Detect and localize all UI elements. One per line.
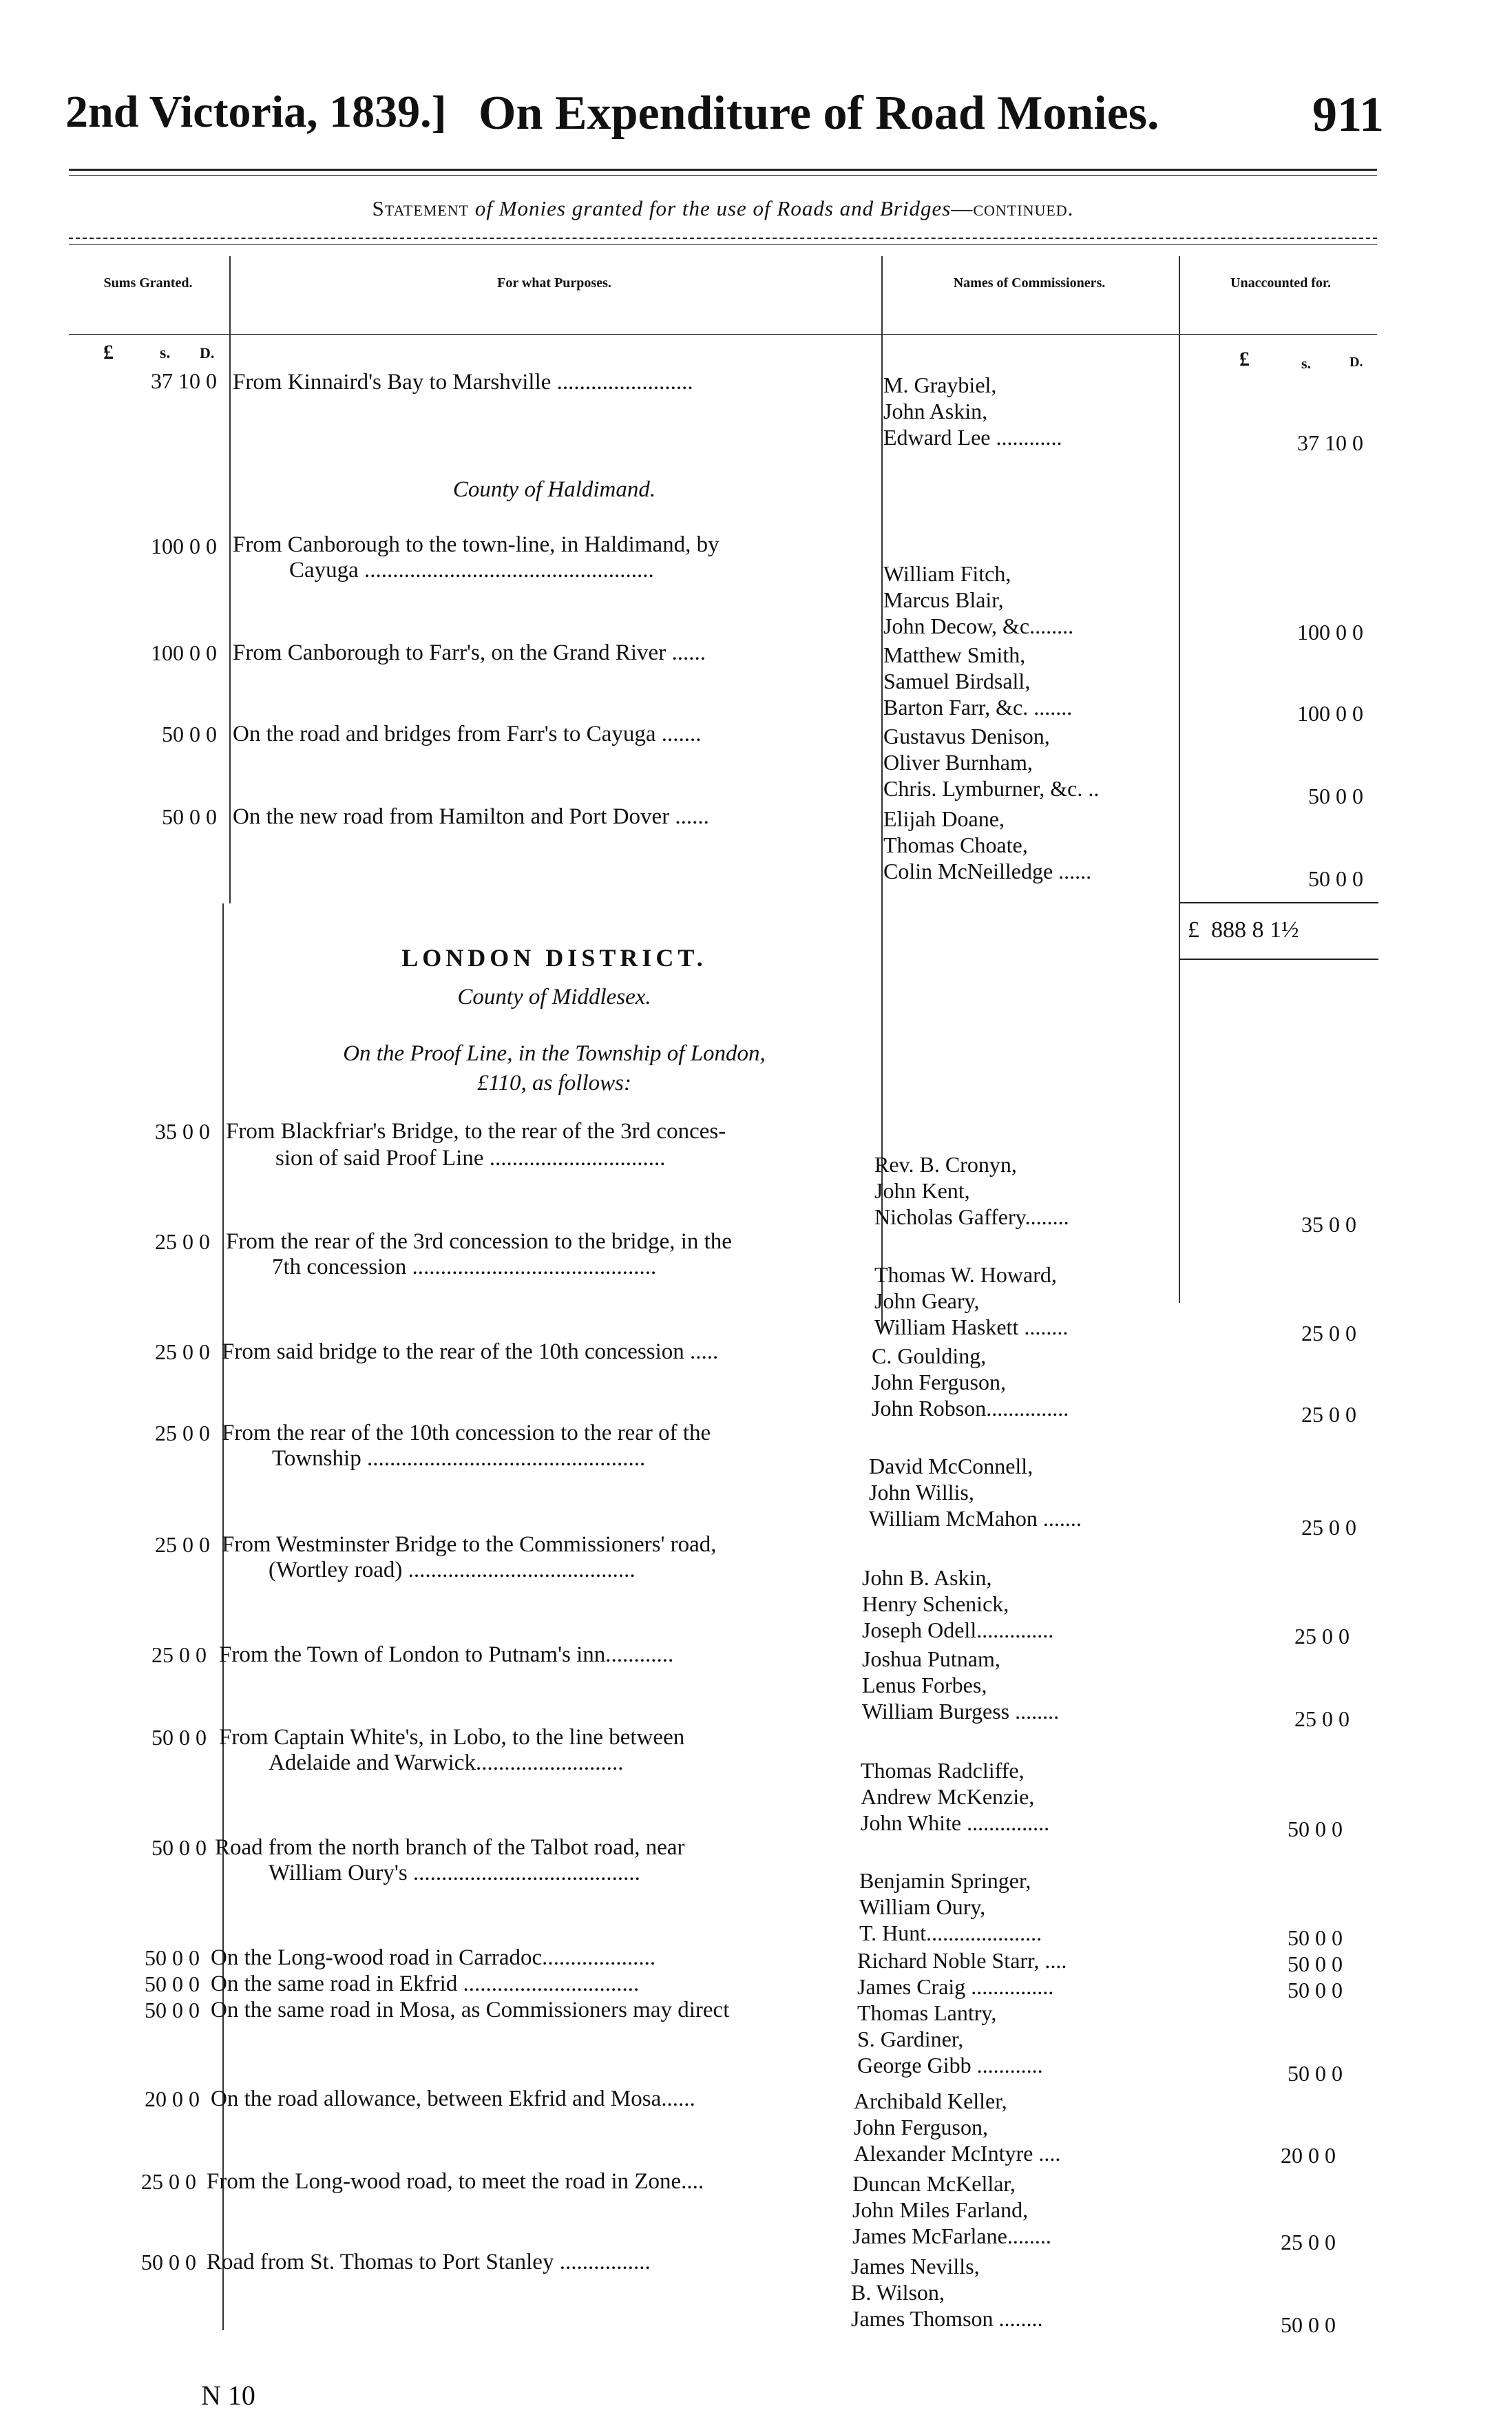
currency-pound: £ [103,341,114,364]
proof-line-heading-2: £110, as follows: [477,1071,631,1096]
commissioner-name: William Haskett ........ [874,1315,1069,1339]
running-head [65,86,1384,151]
purpose-line: William Oury's ........................................ [269,1861,640,1885]
commissioner-name: Archibald Keller, [854,2089,1007,2113]
commissioner-name: Matthew Smith, [883,642,1026,667]
purpose-line: On the road and bridges from Farr's to Cayuga ....... [233,722,702,746]
commissioners [883,806,1091,884]
purpose-line: From the rear of the 10th concession to the rear of the [222,1421,711,1445]
purpose-line: From Blackfriar's Bridge, to the rear of the 3rd conces- [226,1119,726,1144]
commissioner-name: John White ............... [861,1810,1050,1835]
col-unaccounted-header: Unaccounted for. [1230,275,1331,291]
commissioner-name: Benjamin Springer, [859,1868,1031,1893]
commissioners [883,372,1062,450]
currency-s: s. [160,344,171,362]
sum-granted: 100 0 0 [151,640,217,665]
unaccounted-amount: 25 0 0 [1281,2230,1336,2254]
unaccounted-amount: 50 0 0 [1281,2312,1336,2337]
purpose-line: (Wortley road) ........................................ [269,1558,636,1582]
unaccounted-amount: 50 0 0 [1288,1925,1343,1950]
col-purpose-header: For what Purposes. [497,275,611,291]
purpose-line: Township ................................................. [272,1446,646,1471]
commissioners [859,1867,1042,1946]
county-middlesex: County of Middlesex. [457,985,651,1009]
purpose-line: On the same road in Ekfrid ............................... [211,1971,640,1996]
purpose-line: On the new road from Hamilton and Port Dover ...... [233,804,709,829]
page-number: 911 [1312,87,1384,142]
commissioner-name: Chris. Lymburner, &c. .. [883,776,1100,801]
proof-line-heading-1: On the Proof Line, in the Township of London, [343,1041,766,1066]
purpose-line: 7th concession ........................................... [272,1255,657,1279]
unaccounted-amount: 25 0 0 [1301,1321,1356,1346]
statement-heading [69,196,1377,221]
purpose-line: Road from the north branch of the Talbot road, near [215,1835,685,1860]
commissioner-name: Gustavus Denison, [883,724,1050,749]
sum-granted: 20 0 0 [145,2086,200,2111]
commissioners [852,2170,1051,2249]
statement-text: of Monies granted for the use of Roads and Bridges [474,196,952,220]
purpose-line: On the Long-wood road in Carradoc.................... [211,1945,656,1970]
unaccounted-amount: 50 0 0 [1288,1978,1343,2002]
sum-granted: 50 0 0 [151,1725,207,1750]
commissioners [857,1947,1067,1974]
commissioners [857,1974,1053,2000]
col-divider-1-lower [222,903,224,2330]
sum-granted: 35 0 0 [155,1119,210,1144]
commissioner-name: Duncan McKellar, [852,2171,1016,2196]
total-symbol: £ [1188,917,1199,943]
commissioner-name: S. Gardiner, [857,2027,964,2051]
sum-granted: 50 0 0 [145,1945,200,1970]
purpose-line: Cayuga ................................................... [289,558,654,583]
purpose-line: From the rear of the 3rd concession to the bridge, in the [226,1229,732,1254]
commissioner-name: Colin McNeilledge ...... [883,859,1092,883]
commissioners [857,2000,1043,2078]
commissioner-name: Andrew McKenzie, [861,1784,1035,1809]
unaccounted-amount: 37 10 0 [1297,430,1363,455]
total-value: 888 8 1½ [1211,917,1299,943]
commissioner-name: James Craig ............... [857,1974,1054,1999]
unaccounted-amount: 25 0 0 [1301,1402,1356,1427]
purpose-line: From Westminster Bridge to the Commissioners' road, [222,1532,717,1557]
commissioner-name: Joseph Odell.............. [862,1618,1054,1642]
col-sums-header: Sums Granted. [103,275,193,291]
unaccounted-amount: 50 0 0 [1288,1817,1343,1841]
commissioner-name: M. Graybiel, [883,373,997,397]
commissioners [874,1262,1068,1340]
commissioners [883,561,1073,639]
signature-mark: N 10 [201,2380,255,2411]
sum-granted: 50 0 0 [151,1835,207,1860]
county-haldimand: County of Haldimand. [452,477,656,502]
sum-granted: 50 0 0 [162,804,217,829]
purpose-line: Adelaide and Warwick.......................... [269,1750,624,1775]
currency-d: D. [200,344,215,362]
commissioner-name: Oliver Burnham, [883,750,1033,775]
sum-granted: 25 0 0 [155,1229,210,1254]
commissioner-name: T. Hunt..................... [859,1921,1042,1945]
commissioner-name: Barton Farr, &c. ....... [883,695,1073,720]
purpose-line: On the road allowance, between Ekfrid and Mosa...... [211,2086,695,2111]
total-rule-top [1179,902,1378,903]
unaccounted-amount: 50 0 0 [1288,2061,1343,2086]
sum-granted: 25 0 0 [151,1642,207,1667]
commissioner-name: John Miles Farland, [852,2197,1029,2222]
commissioner-name: B. Wilson, [851,2280,945,2305]
table-top-rule [69,238,1377,239]
statement-lead: Statement [372,196,470,220]
unaccounted-amount: 100 0 0 [1297,701,1363,726]
commissioner-name: James Nevills, [851,2254,980,2279]
commissioner-name: John Ferguson, [854,2115,988,2139]
header-rule-top [69,169,1377,171]
purpose-line: From the Long-wood road, to meet the road in Zone.... [207,2169,704,2194]
unaccounted-amount: 50 0 0 [1288,1951,1343,1976]
commissioner-name: Elijah Doane, [883,806,1005,831]
commissioners [862,1646,1059,1724]
commissioner-name: David McConnell, [869,1454,1033,1478]
commissioner-name: C. Goulding, [872,1343,987,1368]
commissioners [872,1343,1069,1421]
purpose-line: From Canborough to the town-line, in Haldimand, by [233,532,720,557]
sum-granted: 37 10 0 [151,368,217,393]
col-divider-1 [229,256,231,903]
district-heading: LONDON DISTRICT. [401,944,707,972]
commissioner-name: William Oury, [859,1894,986,1919]
col-divider-3 [1179,256,1180,1303]
sum-granted: 50 0 0 [162,722,217,746]
commissioner-name: Thomas Choate, [883,833,1028,857]
commissioner-name: Thomas Lantry, [857,2000,997,2025]
commissioners [874,1151,1069,1230]
sum-granted: 50 0 0 [145,1971,200,1996]
unaccounted-amount: 25 0 0 [1294,1624,1350,1649]
purpose-line: From said bridge to the rear of the 10th concession ..... [222,1339,719,1364]
commissioner-name: Nicholas Gaffery........ [874,1204,1069,1229]
purpose-line: From Kinnaird's Bay to Marshville ........................ [233,370,693,395]
commissioners [854,2088,1060,2166]
commissioner-name: James McFarlane........ [852,2223,1051,2248]
commissioner-name: John B. Askin, [862,1565,992,1590]
commissioner-name: George Gibb ............ [857,2053,1043,2078]
commissioner-name: Richard Noble Starr, .... [857,1948,1067,1973]
commissioner-name: John Ferguson, [872,1370,1006,1394]
commissioner-name: Alexander McIntyre .... [854,2141,1061,2166]
commissioner-name: William Burgess ........ [862,1699,1060,1724]
col-commissioners-header: Names of Commissioners. [953,275,1106,291]
commissioners [851,2253,1043,2332]
commissioner-name: Marcus Blair, [883,587,1004,612]
purpose-line: sion of said Proof Line ............................... [275,1146,666,1171]
commissioner-name: Joshua Putnam, [862,1646,1000,1671]
commissioner-name: John Robson............... [872,1396,1069,1421]
unaccounted-amount: 50 0 0 [1308,866,1363,891]
header-rule-bottom [69,175,1377,176]
total-rule-bottom [1179,959,1378,960]
commissioner-name: John Askin, [883,399,988,423]
sum-granted: 25 0 0 [155,1339,210,1364]
unaccounted-amount: 35 0 0 [1301,1212,1356,1237]
currency-s-2: s. [1301,355,1312,372]
unaccounted-amount: 100 0 0 [1297,620,1363,645]
commissioners [883,723,1099,802]
total-amount [1188,917,1299,943]
commissioner-name: William Fitch, [883,561,1011,586]
purpose-line: From the Town of London to Putnam's inn............ [219,1642,674,1667]
commissioner-name: John Willis, [869,1480,974,1505]
statement-suffix: —continued. [951,196,1074,220]
purpose-line: From Canborough to Farr's, on the Grand River ...... [233,640,706,665]
commissioner-name: John Geary, [874,1288,980,1313]
unaccounted-amount: 25 0 0 [1294,1706,1350,1731]
unaccounted-amount: 20 0 0 [1281,2143,1336,2168]
sum-granted: 50 0 0 [141,2250,196,2274]
commissioner-name: Thomas W. Howard, [874,1262,1057,1287]
unaccounted-amount: 50 0 0 [1308,784,1363,808]
commissioner-name: James Thomson ........ [851,2306,1043,2331]
sum-granted: 25 0 0 [155,1532,210,1557]
commissioner-name: John Kent, [874,1178,970,1203]
header-under-rule [69,334,1377,335]
running-head-left: 2nd Victoria, 1839.] [65,87,447,137]
purpose-line: On the same road in Mosa, as Commissioners may direct [211,1998,730,2022]
sum-granted: 100 0 0 [151,534,217,558]
commissioners [883,642,1072,720]
table-top-rule-2 [69,244,1377,245]
sum-granted: 50 0 0 [145,1998,200,2022]
commissioners [861,1757,1049,1836]
commissioner-name: Thomas Radcliffe, [861,1758,1025,1783]
currency-pound-2: £ [1239,348,1250,370]
commissioner-name: Samuel Birdsall, [883,669,1031,693]
commissioner-name: William McMahon ....... [869,1506,1082,1531]
running-head-title: On Expenditure of Road Monies. [479,87,1159,140]
commissioner-name: John Decow, &c........ [883,614,1074,638]
currency-d-2: D. [1350,355,1363,370]
unaccounted-amount: 25 0 0 [1301,1515,1356,1540]
commissioners [862,1564,1053,1643]
commissioner-name: Edward Lee ............ [883,425,1062,450]
sum-granted: 25 0 0 [141,2169,196,2194]
commissioner-name: Lenus Forbes, [862,1673,987,1697]
purpose-line: From Captain White's, in Lobo, to the line between [219,1725,685,1750]
commissioner-name: Henry Schenick, [862,1591,1009,1616]
commissioner-name: Rev. B. Cronyn, [874,1152,1017,1177]
sum-granted: 25 0 0 [155,1421,210,1445]
commissioners [869,1453,1082,1531]
purpose-line: Road from St. Thomas to Port Stanley ................ [207,2250,651,2274]
